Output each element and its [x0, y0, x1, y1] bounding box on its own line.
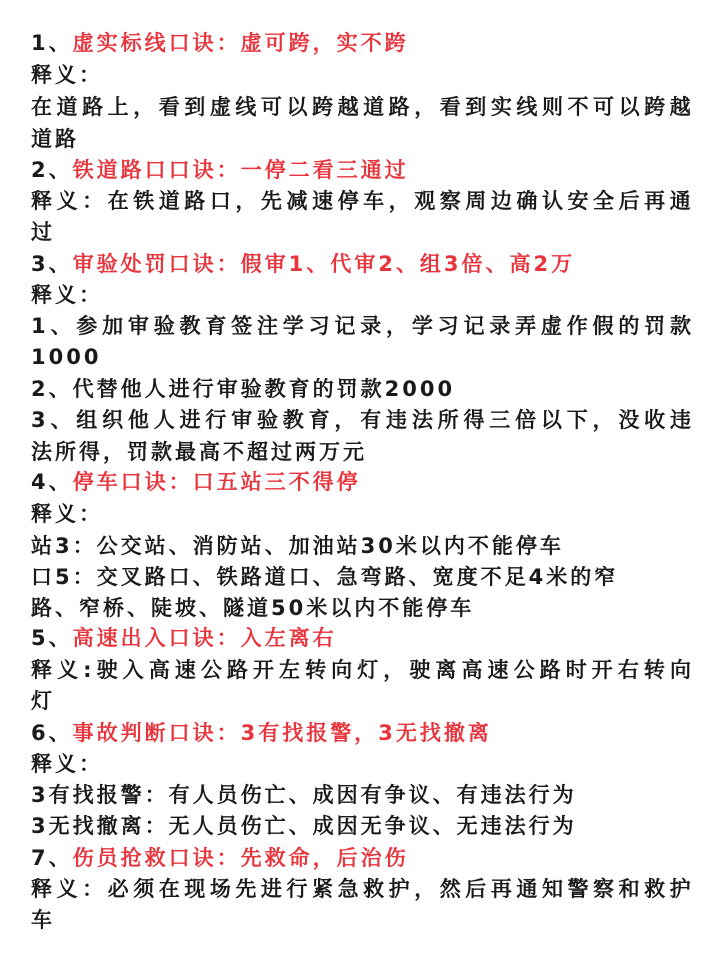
heading-title: 停车口诀：口五站三不得停 — [72, 470, 361, 494]
body-line: 车 — [31, 908, 55, 932]
heading-3 — [31, 249, 691, 280]
heading-number: 3、 — [31, 252, 73, 276]
body-line: 释 义 : 驶 入 高 速 公 路 开 左 转 向 灯 ， 驶 离 高 速 公 路 时 开 右 转 向 — [31, 658, 691, 682]
heading-4 — [31, 467, 691, 498]
body-line: 释 义 ： 必 须 在 现 场 先 进 行 紧 急 救 护 ， 然 后 再 通 知 警 察 和 救 护 — [31, 877, 691, 901]
body-line: 1000 — [31, 345, 102, 369]
heading-title: 事故判断口诀：3有找报警，3无找撤离 — [72, 721, 492, 745]
definition-label: 释义： — [31, 752, 103, 776]
heading-title: 伤员抢救口诀：先救命，后治伤 — [72, 846, 409, 870]
heading-number: 1、 — [31, 31, 73, 55]
body-line: 法所得，罚款最高不超过两万元 — [31, 440, 367, 464]
heading-number: 5、 — [31, 626, 73, 650]
body-line: 2、代替他人进行审验教育的罚款2000 — [31, 377, 456, 401]
heading-title: 铁道路口口诀：一停二看三通过 — [72, 158, 409, 182]
body-line: 3 、 组 织 他 人 进 行 审 验 教 育 ， 有 违 法 所 得 三 倍 以 下 ， 没 收 违 — [31, 408, 691, 432]
heading-number: 6、 — [31, 721, 73, 745]
heading-number: 4、 — [31, 470, 73, 494]
definition-label: 释义： — [31, 63, 103, 87]
heading-5 — [31, 623, 691, 654]
body-line: 释 义 ： 在 铁 道 路 口 ， 先 减 速 停 车 ， 观 察 周 边 确 认 安 全 后 再 通 — [31, 189, 691, 213]
body-line: 口5：交叉路口、铁路道口、急弯路、宽度不足4米的窄 — [31, 565, 619, 589]
heading-title: 虚实标线口诀：虚可跨，实不跨 — [72, 31, 409, 55]
heading-title: 高速出入口诀：入左离右 — [72, 626, 337, 650]
body-line: 在 道 路 上 ， 看 到 虚 线 可 以 跨 越 道 路 ， 看 到 实 线 则 不 可 以 跨 越 — [31, 95, 691, 119]
body-line: 站3：公交站、消防站、加油站30米以内不能停车 — [31, 534, 564, 558]
body-line: 灯 — [31, 689, 55, 713]
heading-number: 2、 — [31, 158, 73, 182]
heading-2 — [31, 155, 691, 186]
body-line: 路、窄桥、陡坡、隧道50米以内不能停车 — [31, 596, 475, 620]
definition-label: 释义： — [31, 283, 103, 307]
definition-label: 释义： — [31, 502, 103, 526]
heading-6 — [31, 718, 691, 749]
body-line: 3有找报警：有人员伤亡、成因有争议、有违法行为 — [31, 783, 577, 807]
body-line: 道路 — [31, 127, 79, 151]
body-line: 1 、 参 加 审 验 教 育 签 注 学 习 记 录 ， 学 习 记 录 弄 虚 作 假 的 罚 款 — [31, 314, 691, 338]
heading-7 — [31, 843, 691, 874]
heading-number: 7、 — [31, 846, 73, 870]
body-line: 过 — [31, 220, 55, 244]
body-line: 3无找撤离：无人员伤亡、成因无争议、无违法行为 — [31, 814, 577, 838]
heading-1 — [31, 28, 691, 59]
heading-title: 审验处罚口诀：假审1、代审2、组3倍、高2万 — [72, 252, 576, 276]
